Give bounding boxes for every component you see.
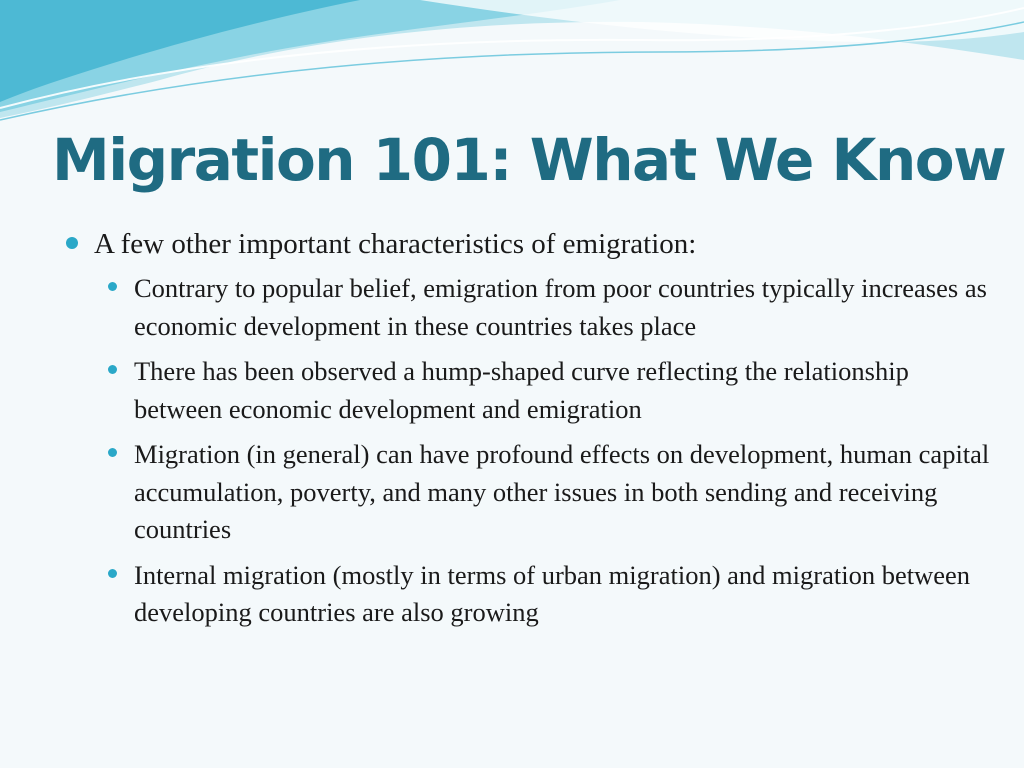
sub-bullet-item <box>94 557 990 632</box>
sub-bullet-list <box>94 270 990 632</box>
slide-title: Migration 101: What We Know <box>52 126 1006 194</box>
bullet-item <box>60 222 990 632</box>
bullet-dot-icon <box>108 448 117 457</box>
sub-bullet-text: There has been observed a hump-shaped curve reflecting the relationship between economic development and emigration <box>134 356 909 424</box>
bullet-dot-icon <box>108 282 117 291</box>
bullet-text: A few other important characteristics of emigration: <box>94 228 697 260</box>
bullet-dot-icon <box>66 237 78 249</box>
sub-bullet-item <box>94 353 990 428</box>
slide-body <box>60 222 990 640</box>
sub-bullet-item <box>94 270 990 345</box>
bullet-list <box>60 222 990 632</box>
bullet-dot-icon <box>108 365 117 374</box>
decorative-wave-header <box>0 0 1024 130</box>
sub-bullet-text: Migration (in general) can have profound effects on development, human capital accumulation, poverty, and many other issues in both sending and receiving countries <box>134 439 990 544</box>
sub-bullet-item <box>94 436 990 549</box>
bullet-dot-icon <box>108 569 117 578</box>
sub-bullet-text: Internal migration (mostly in terms of urban migration) and migration between developing countries are also growing <box>134 559 971 627</box>
sub-bullet-text: Contrary to popular belief, emigration from poor countries typically increases as economic development in these countries takes place <box>134 273 987 341</box>
